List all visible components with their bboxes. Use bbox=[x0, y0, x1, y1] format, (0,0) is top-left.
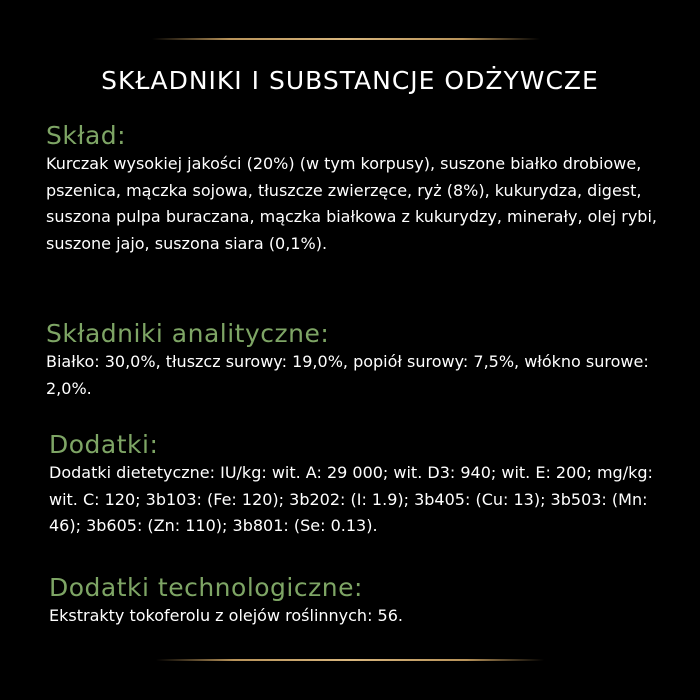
section-skladniki-analityczne bbox=[46, 319, 666, 402]
section-heading: Dodatki technologiczne: bbox=[49, 573, 363, 602]
section-sklad bbox=[46, 121, 666, 257]
section-dodatki-technologiczne bbox=[49, 573, 669, 630]
section-body: Kurczak wysokiej jakości (20%) (w tym korpusy), suszone białko drobiowe, pszenica, mączka sojowa, tłuszcze zwierzęce, ryż (8%), kukurydza, digest, suszona pulpa buraczana, mączka białkowa z kukurydzy, minerały, olej rybi, suszone jajo, suszona siara (0,1%). bbox=[46, 154, 657, 253]
section-heading: Składniki analityczne: bbox=[46, 319, 330, 348]
section-body: Dodatki dietetyczne: IU/kg: wit. A: 29 000; wit. D3: 940; wit. E: 200; mg/kg: wit. C: 120; 3b103: (Fe: 120); 3b202: (I: 1.9); 3b405: (Cu: 13); 3b503: (Mn: 46); 3b605: (Zn: 110); 3b801: (Se: 0.13). bbox=[49, 463, 653, 535]
bottom-gold-divider bbox=[156, 659, 544, 661]
page-title: SKŁADNIKI I SUBSTANCJE ODŻYWCZE bbox=[101, 66, 599, 95]
section-heading: Skład: bbox=[46, 121, 127, 150]
section-heading: Dodatki: bbox=[49, 430, 159, 459]
section-body: Ekstrakty tokoferolu z olejów roślinnych: 56. bbox=[49, 606, 403, 625]
section-body: Białko: 30,0%, tłuszcz surowy: 19,0%, popiół surowy: 7,5%, włókno surowe: 2,0%. bbox=[46, 352, 649, 398]
top-gold-divider bbox=[152, 38, 540, 40]
section-dodatki bbox=[49, 430, 669, 540]
